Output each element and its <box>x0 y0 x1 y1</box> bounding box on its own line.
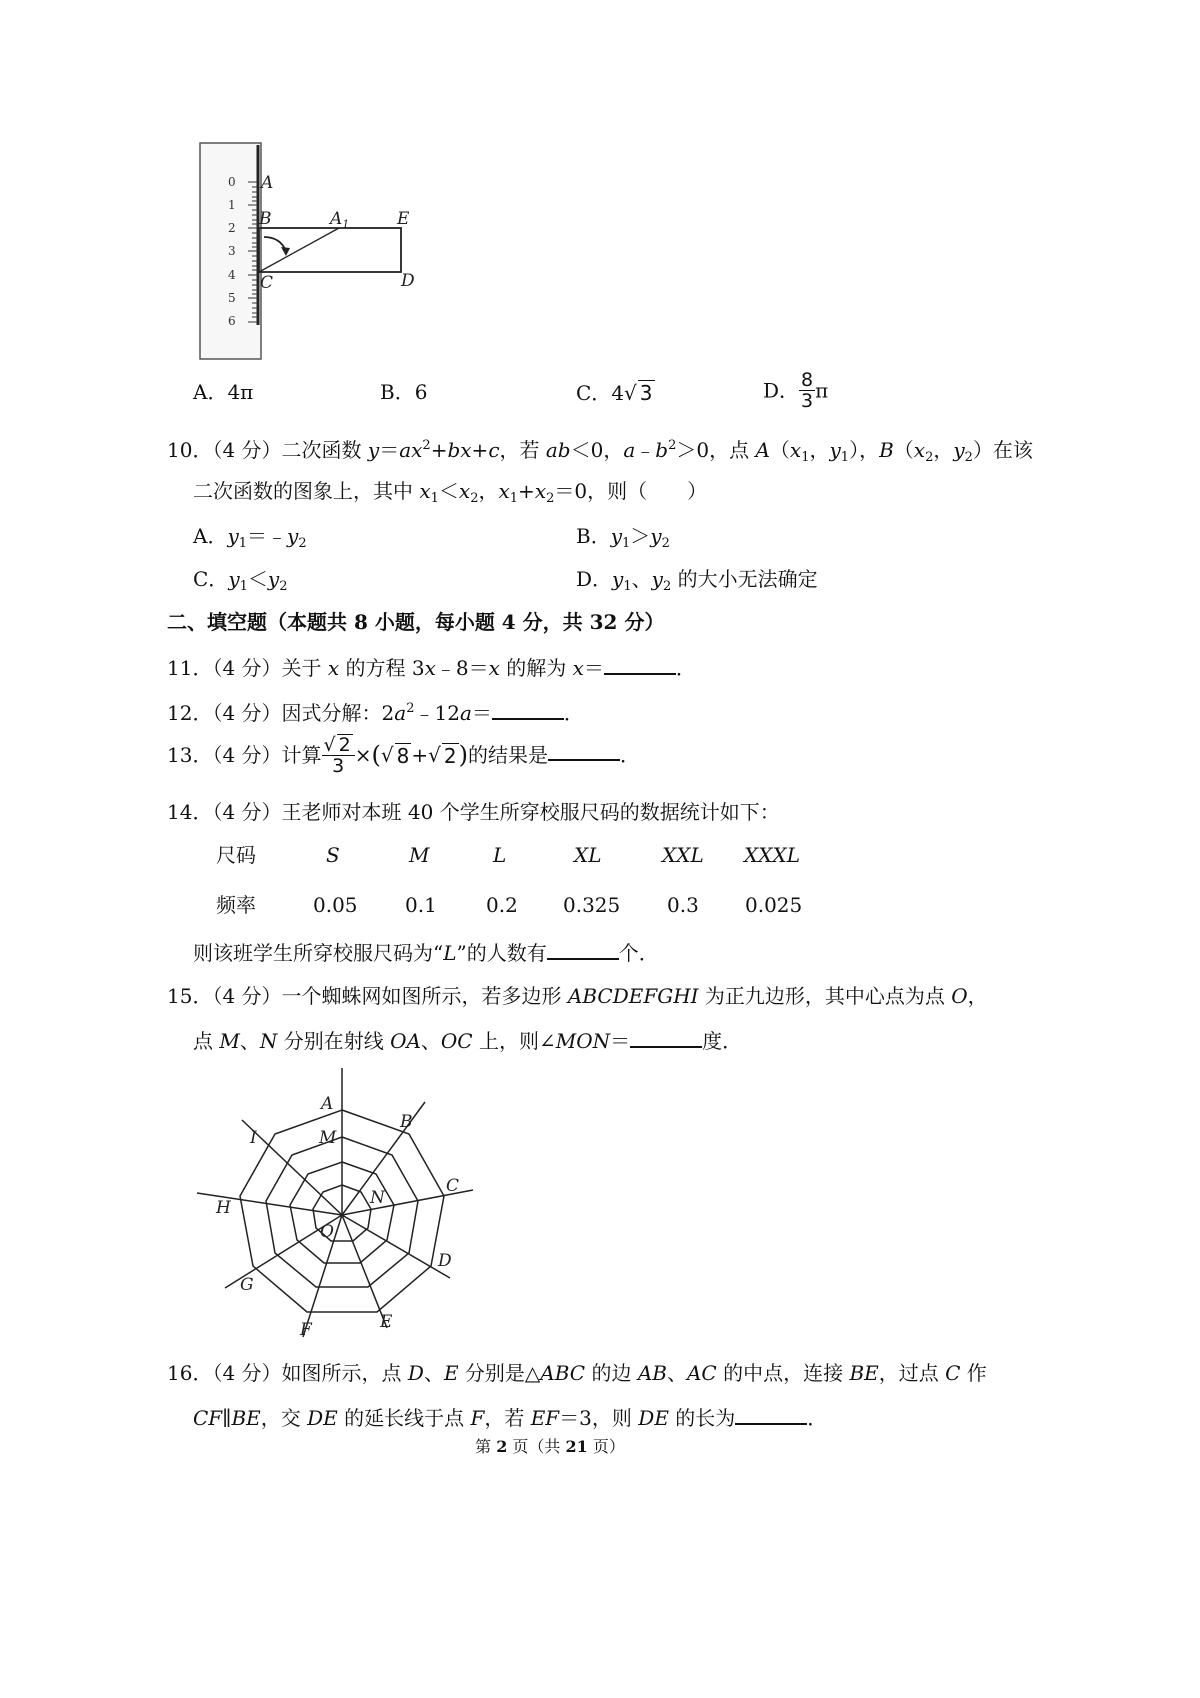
label-g: G <box>240 1275 254 1295</box>
label-d: D <box>438 1251 452 1271</box>
q13: 13．（4 分）计算 $\frac{√ 2}{3}$ ×(√ 8 +√ 2)的结果是 ． <box>167 734 640 777</box>
q9-option-b: B．6 <box>380 380 428 404</box>
freq-l: 0.2 <box>486 893 518 917</box>
label-e: E <box>380 1312 393 1332</box>
size-l: L <box>493 843 507 867</box>
label-a1: $A_1$ <box>330 209 350 231</box>
q10-option-d: D．$y_1$、$y_2$ 的大小无法确定 <box>576 567 818 594</box>
label-o: O <box>320 1222 334 1242</box>
ruler-tick-3: 3 <box>228 244 236 258</box>
label-i: I <box>250 1128 257 1148</box>
size-m: M <box>409 843 430 867</box>
q11: 11．（4 分）关于 x 的方程 3x﹣8＝x 的解为 x＝ ． <box>167 656 696 680</box>
q10-line2: 二次函数的图象上，其中 $x_1<x_2$，$x_1+x_2=0$，则（ ） <box>193 479 708 506</box>
ruler-figure-svg <box>190 140 430 365</box>
label-c: C <box>260 273 274 293</box>
ruler-tick-5: 5 <box>228 291 236 305</box>
answer-blank <box>492 700 564 720</box>
label-e: E <box>397 209 410 229</box>
q15-line1: 15．（4 分）一个蜘蛛网如图所示，若多边形 ABCDEFGHI 为正九边形，其中心点为点 O， <box>167 984 988 1008</box>
freq-xl: 0.325 <box>563 893 621 917</box>
freq-xxl: 0.3 <box>667 893 699 917</box>
ruler-tick-1: 1 <box>228 198 236 212</box>
label-f: F <box>300 1320 312 1340</box>
size-s: S <box>326 843 340 867</box>
size-xxxl: XXXL <box>744 843 800 867</box>
label-a: A <box>261 173 274 193</box>
table-row-label-frequency: 频率 <box>216 893 256 917</box>
table-row-label-size: 尺码 <box>216 843 256 867</box>
q9-option-c: C．4√ 3 <box>576 381 653 405</box>
freq-s: 0.05 <box>313 893 358 917</box>
freq-m: 0.1 <box>405 893 437 917</box>
q12: 12．（4 分）因式分解：$2a^2﹣12a=$ ． <box>167 701 584 725</box>
answer-blank <box>604 655 676 675</box>
arrow-head <box>281 247 290 256</box>
ruler-tick-2: 2 <box>228 221 236 235</box>
q10-option-a: A．$y_1=﹣y_2$ <box>193 524 307 551</box>
label-d: D <box>401 271 415 291</box>
q14-intro: 14．（4 分）王老师对本班 40 个学生所穿校服尺码的数据统计如下： <box>167 800 780 824</box>
diagonal-ca1 <box>259 228 339 272</box>
label-c: C <box>446 1176 460 1196</box>
size-xl: XL <box>574 843 602 867</box>
label-b: B <box>400 1112 413 1132</box>
page-footer: 第 2 页（共 21 页） <box>475 1437 625 1456</box>
ruler-tick-4: 4 <box>228 268 236 282</box>
q14-tail: 则该班学生所穿校服尺码为“L”的人数有 个． <box>193 941 659 965</box>
answer-blank <box>548 741 620 761</box>
spider-web-svg <box>190 1065 490 1345</box>
ruler-figure <box>190 140 430 365</box>
answer-blank <box>547 940 619 960</box>
fraction-sqrt2-3: $\frac{√ 2}{3}$ <box>322 734 355 776</box>
ray-od <box>342 1215 450 1278</box>
q10-line1: 10．（4 分）二次函数 $y=ax^2+bx+c$，若 ab＜0，$a﹣b^2>0$，点 $A(x_1$，$y_1$），$B(x_2$，$y_2$）在该 <box>167 438 1033 465</box>
q16-line1: 16．（4 分）如图所示，点 D、E 分别是△ABC 的边 AB、AC 的中点，连接 BE，过点 C 作 <box>167 1361 987 1385</box>
label-h: H <box>216 1198 231 1218</box>
q16-line2: CF∥BE，交 DE 的延长线于点 F，若 EF＝3，则 DE 的长为 ． <box>193 1406 828 1430</box>
ruler-tick-0: 0 <box>228 175 236 189</box>
section-2-title: 二、填空题（本题共 8 小题，每小题 4 分，共 32 分） <box>167 610 665 634</box>
q15-line2: 点 M、N 分别在射线 OA、OC 上，则∠MON＝ 度． <box>193 1029 743 1053</box>
answer-blank <box>735 1405 807 1425</box>
label-a: A <box>321 1094 334 1114</box>
label-m: M <box>319 1128 337 1148</box>
rectangle-bcde <box>259 228 401 272</box>
answer-blank <box>630 1028 702 1048</box>
spider-web-figure <box>190 1065 490 1345</box>
q10-option-c: C．$y_1<y_2$ <box>193 567 288 594</box>
label-b: B <box>259 209 272 229</box>
size-xxl: XXL <box>662 843 704 867</box>
ruler-tick-6: 6 <box>228 314 236 328</box>
q9-option-d: D． $\frac{8}{3}$ π <box>763 369 829 412</box>
freq-xxxl: 0.025 <box>745 893 803 917</box>
q9-option-a: A．4π <box>193 380 254 404</box>
label-n: N <box>370 1188 385 1208</box>
fraction-8-3: $\frac{8}{3}$ <box>801 369 814 412</box>
q10-option-b: B．$y_1>y_2$ <box>576 524 670 551</box>
